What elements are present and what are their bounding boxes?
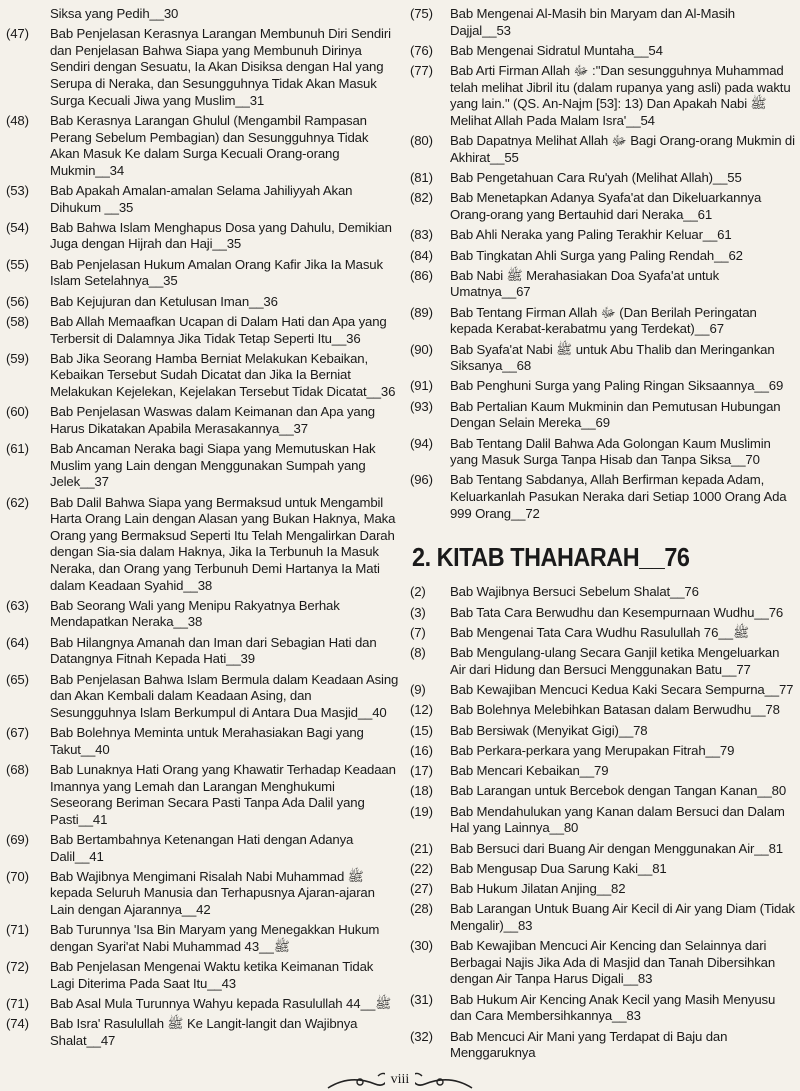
toc-entry bbox=[6, 495, 400, 595]
toc-entry bbox=[410, 723, 796, 740]
entry-title: Bab Hukum Jilatan Anjing__82 bbox=[450, 881, 626, 897]
toc-entry bbox=[6, 832, 400, 865]
toc-entry bbox=[410, 43, 796, 60]
entry-title: Bab Asal Mula Turunnya Wahyu kepada Rasulullah ﷺ__44 bbox=[50, 996, 392, 1012]
toc-entry bbox=[410, 436, 796, 469]
toc-entry bbox=[410, 702, 796, 719]
entry-number: (31) bbox=[410, 991, 433, 1007]
entry-title: Bab Mengulang-ulang Secara Ganjil ketika Mengeluarkan Air dari Hidung dan Bersuci Menggunakan Batu__77 bbox=[450, 645, 780, 677]
toc-entry bbox=[410, 763, 796, 780]
entry-number: (62) bbox=[6, 494, 29, 510]
entry-number: (48) bbox=[6, 112, 29, 128]
toc-entry bbox=[6, 26, 400, 109]
entry-number: (77) bbox=[410, 63, 433, 79]
entry-number: (2) bbox=[410, 584, 426, 600]
toc-entry bbox=[410, 605, 796, 622]
section-title: 2. KITAB THAHARAH__76 bbox=[412, 542, 690, 573]
entry-title: Bab Tentang Firman Allah ﷻ (Dan Berilah Peringatan kepada Kerabat-kerabatmu yang Terdekat)__67 bbox=[450, 304, 757, 337]
entry-number: (58) bbox=[6, 313, 29, 329]
entry-title: Bab Mengusap Dua Sarung Kaki__81 bbox=[450, 860, 667, 876]
entry-number: (89) bbox=[410, 304, 433, 320]
entry-number: (61) bbox=[6, 441, 29, 457]
entry-title: Bab Bolehnya Melebihkan Batasan dalam Berwudhu__78 bbox=[450, 702, 780, 718]
toc-entry bbox=[6, 922, 400, 955]
toc-entry bbox=[410, 227, 796, 244]
entry-title: Bab Bolehnya Meminta untuk Merahasiakan Bagi yang Takut__40 bbox=[50, 725, 364, 757]
entry-number: (55) bbox=[6, 256, 29, 272]
toc-entry bbox=[410, 861, 796, 878]
entry-title: Bab Ancaman Neraka bagi Siapa yang Memutuskan Hak Muslim yang Lain dengan Menggunakan Sumpah yang Jelek__37 bbox=[50, 441, 376, 490]
toc-entry bbox=[6, 869, 400, 919]
toc-entry bbox=[6, 404, 400, 437]
toc-entry bbox=[410, 743, 796, 760]
entry-title: Bab Pertalian Kaum Mukminin dan Pemutusan Hubungan Dengan Selain Mereka__69 bbox=[450, 398, 781, 431]
entry-title: Bab Tentang Sabdanya, Allah Berfirman kepada Adam, Keluarkanlah Pasukan Neraka dari Setiap 1000 Orang Ada 999 Orang__72 bbox=[450, 472, 787, 521]
entry-number: (70) bbox=[6, 868, 29, 884]
right-entries-bottom bbox=[410, 584, 796, 1062]
toc-entry bbox=[6, 959, 400, 992]
entry-title: Bab Hilangnya Amanah dan Iman dari Sebagian Hati dan Datangnya Fitnah Kepada Hati__39 bbox=[50, 634, 377, 667]
entry-number: (82) bbox=[410, 190, 433, 206]
entry-number: (86) bbox=[410, 267, 433, 283]
toc-entry bbox=[6, 441, 400, 491]
entry-number: (32) bbox=[410, 1028, 433, 1044]
entry-number: (67) bbox=[6, 725, 29, 741]
toc-entry bbox=[6, 351, 400, 401]
entry-number: (22) bbox=[410, 860, 433, 876]
entry-number: (27) bbox=[410, 881, 433, 897]
entry-number: (47) bbox=[6, 26, 29, 42]
toc-entry bbox=[410, 804, 796, 837]
entry-number: (90) bbox=[410, 341, 433, 357]
toc-entry bbox=[410, 682, 796, 699]
entry-title: Bab Menetapkan Adanya Syafa'at dan Dikeluarkannya Orang-orang yang Bertauhid dari Neraka__61 bbox=[450, 190, 762, 222]
entry-title: Bab Pengetahuan Cara Ru'yah (Melihat Allah)__55 bbox=[450, 170, 742, 186]
entry-title: Bab Apakah Amalan-amalan Selama Jahiliyyah Akan Dihukum __35 bbox=[50, 183, 353, 215]
entry-title: Bab Jika Seorang Hamba Berniat Melakukan Kebaikan, Kebaikan Tersebut Sudah Dicatat dan Jika Ia Berniat Melakukan Kejelekan, Kejelakan Tersebut Tidak Dicatat__36 bbox=[50, 350, 396, 399]
entry-title: Bab Penjelasan Mengenai Waktu ketika Keimanan Tidak Lagi Diterima Pada Saat Itu__43 bbox=[50, 959, 374, 991]
toc-entry bbox=[410, 1029, 796, 1062]
toc-entry bbox=[6, 996, 400, 1013]
entry-number: (7) bbox=[410, 624, 426, 640]
toc-entry bbox=[6, 113, 400, 179]
entry-number: (80) bbox=[410, 133, 433, 149]
toc-entry bbox=[6, 257, 400, 290]
entry-number: (69) bbox=[6, 832, 29, 847]
toc-entry bbox=[410, 133, 796, 166]
entry-title: Siksa yang Pedih__30 bbox=[50, 6, 179, 21]
entry-number: (60) bbox=[6, 404, 29, 420]
entry-title: Bab Penghuni Surga yang Paling Ringan Siksaannya__69 bbox=[450, 378, 784, 394]
entry-number: (91) bbox=[410, 378, 433, 394]
entry-title: Bab Syafa'at Nabi ﷺ untuk Abu Thalib dan Meringankan Siksanya__68 bbox=[450, 341, 775, 374]
toc-entry bbox=[410, 342, 796, 375]
entry-title: Bab Kewajiban Mencuci Air Kencing dan Selainnya dari Berbagai Najis Jika Ada di Masjid dan Tanah Dibersihkan dengan Air Tanpa Harus Digali__83 bbox=[450, 938, 776, 987]
toc-entry bbox=[410, 881, 796, 898]
entry-title: Bab Mencari Kebaikan__79 bbox=[450, 763, 609, 779]
entry-title: Bab Perkara-perkara yang Merupakan Fitrah__79 bbox=[450, 742, 735, 758]
toc-entry bbox=[410, 901, 796, 934]
entry-title: Bab Penjelasan Bahwa Islam Bermula dalam Keadaan Asing dan Akan Kembali dalam Keadaan Asing, dan Sesungguhnya Islam Berkumpul di Antara Dua Masjid__40 bbox=[50, 671, 399, 720]
toc-entry bbox=[410, 378, 796, 395]
entry-title: Bab Wajibnya Mengimani Risalah Nabi Muhammad ﷺ kepada Seluruh Manusia dan Terhapusnya Ajaran-ajaran Lain dengan Ajarannya__42 bbox=[50, 868, 375, 918]
entry-number: (19) bbox=[410, 803, 433, 819]
toc-entry bbox=[410, 268, 796, 301]
toc-entry bbox=[410, 472, 796, 522]
entry-title: Bab Bersiwak (Menyikat Gigi)__78 bbox=[450, 722, 648, 738]
entry-number: (16) bbox=[410, 742, 433, 758]
entry-number: (94) bbox=[410, 435, 433, 451]
entry-number: (30) bbox=[410, 938, 433, 954]
toc-entry bbox=[410, 584, 796, 601]
entry-number: (68) bbox=[6, 761, 29, 777]
toc-entry bbox=[6, 725, 400, 758]
entry-number: (71) bbox=[6, 996, 29, 1012]
entry-number: (21) bbox=[410, 840, 433, 856]
toc-entry bbox=[410, 783, 796, 800]
entry-number: (64) bbox=[6, 634, 29, 650]
entry-number: (65) bbox=[6, 671, 29, 687]
entry-number: (59) bbox=[6, 350, 29, 366]
entry-title: Bab Allah Memaafkan Ucapan di Dalam Hati dan Apa yang Terbersit di Dalamnya Jika Tidak Tetap Seperti Itu__36 bbox=[50, 313, 387, 346]
toc-entry bbox=[6, 314, 400, 347]
entry-title: Bab Mengenai Tata Cara Wudhu Rasulullah ﷺ__76 bbox=[450, 624, 750, 640]
toc-entry bbox=[6, 220, 400, 253]
entry-title: Bab Kewajiban Mencuci Kedua Kaki Secara Sempurna__77 bbox=[450, 681, 794, 697]
entry-number: (3) bbox=[410, 604, 426, 620]
entry-title: Bab Bersuci dari Buang Air dengan Menggunakan Air__81 bbox=[450, 840, 783, 856]
entry-number: (84) bbox=[410, 247, 433, 263]
entry-title: Bab Bertambahnya Ketenangan Hati dengan Adanya Dalil__41 bbox=[50, 832, 354, 864]
entry-title: Bab Nabi ﷺ Merahasiakan Doa Syafa'at untuk Umatnya__67 bbox=[450, 267, 720, 300]
toc-entry bbox=[410, 841, 796, 858]
entry-title: Bab Dalil Bahwa Siapa yang Bermaksud untuk Mengambil Harta Orang Lain dengan Alasan yang Bukan Haknya, Maka Orang yang Bermaksud Seperti Itu Telah Mengalirkan Darah dengan Sia-sia dalam Haknya, Jika Ia Terbunuh Ia Masuk Neraka, dan Orang yang Terbunuh Demi Hartanya Ia Mati dalam Keadaan Syahid__38 bbox=[50, 494, 396, 593]
entry-title: Bab Mencuci Air Mani yang Terdapat di Baju dan Menggaruknya bbox=[450, 1028, 728, 1061]
entry-title: Bab Tata Cara Berwudhu dan Kesempurnaan Wudhu__76 bbox=[450, 604, 784, 620]
entry-number: (17) bbox=[410, 763, 433, 779]
entry-number: (74) bbox=[6, 1016, 29, 1032]
entry-title: Bab Penjelasan Kerasnya Larangan Membunuh Diri Sendiri dan Penjelasan Bahwa Siapa yang Membunuh Dirinya Sendiri dengan Sesuatu, Ia Akan Disiksa dengan Hal yang Serupa di Neraka, dan Sesungguhnya Tidak Akan Masuk Surga Kecuali Jiwa yang Muslim__31 bbox=[50, 26, 391, 108]
entry-title: Bab Penjelasan Waswas dalam Keimanan dan Apa yang Harus Dikatakan Apabila Merasakannya__37 bbox=[50, 404, 375, 436]
right-entries-top bbox=[410, 6, 796, 522]
entry-number: (63) bbox=[6, 597, 29, 613]
toc-entry bbox=[410, 938, 796, 988]
entry-title: Bab Larangan Untuk Buang Air Kecil di Air yang Diam (Tidak Mengalir)__83 bbox=[450, 901, 795, 933]
entry-number: (96) bbox=[410, 472, 433, 488]
entry-number: (56) bbox=[6, 293, 29, 309]
toc-entry bbox=[410, 625, 796, 642]
page-footer bbox=[320, 1066, 480, 1091]
left-column bbox=[6, 6, 400, 1053]
entry-title: Bab Bahwa Islam Menghapus Dosa yang Dahulu, Demikian Juga dengan Hijrah dan Haji__35 bbox=[50, 219, 392, 252]
entry-title: Bab Mengenai Sidratul Muntaha__54 bbox=[450, 42, 663, 58]
toc-entry bbox=[6, 1016, 400, 1049]
entry-title: Bab Larangan untuk Bercebok dengan Tangan Kanan__80 bbox=[450, 783, 787, 799]
entry-number: (28) bbox=[410, 901, 433, 917]
entry-title: Bab Ahli Neraka yang Paling Terakhir Keluar__61 bbox=[450, 227, 732, 243]
toc-entry bbox=[410, 190, 796, 223]
entry-title: Bab Wajibnya Bersuci Sebelum Shalat__76 bbox=[450, 584, 699, 600]
entry-number: (81) bbox=[410, 170, 433, 186]
toc-entry bbox=[6, 6, 400, 23]
toc-entry bbox=[410, 305, 796, 338]
toc-entry bbox=[410, 399, 796, 432]
entry-number: (71) bbox=[6, 922, 29, 938]
entry-title: Bab Penjelasan Hukum Amalan Orang Kafir Jika Ia Masuk Islam Setelahnya__35 bbox=[50, 256, 383, 289]
entry-number: (83) bbox=[410, 227, 433, 243]
entry-title: Bab Mengenai Al-Masih bin Maryam dan Al-Masih Dajjal__53 bbox=[450, 6, 735, 38]
toc-entry bbox=[410, 248, 796, 265]
toc-entry bbox=[410, 63, 796, 129]
toc-entry bbox=[410, 645, 796, 678]
toc-entry bbox=[6, 598, 400, 631]
entry-title: Bab Seorang Wali yang Menipu Rakyatnya Berhak Mendapatkan Neraka__38 bbox=[50, 597, 340, 630]
entry-title: Bab Mendahulukan yang Kanan dalam Bersuci dan Dalam Hal yang Lainnya__80 bbox=[450, 803, 785, 836]
entry-title: Bab Tentang Dalil Bahwa Ada Golongan Kaum Muslimin yang Masuk Surga Tanpa Hisab dan Tanpa Siksa__70 bbox=[450, 435, 771, 468]
entry-title: Bab Kejujuran dan Ketulusan Iman__36 bbox=[50, 293, 278, 309]
entry-title: Bab Turunnya 'Isa Bin Maryam yang Menegakkan Hukum dengan Syari'at Nabi Muhammad ﷺ__43 bbox=[50, 922, 380, 954]
entry-number: (93) bbox=[410, 398, 433, 414]
entry-number: (18) bbox=[410, 783, 433, 799]
entry-number: (76) bbox=[410, 42, 433, 58]
toc-entry bbox=[410, 992, 796, 1025]
page-number: viii bbox=[385, 1072, 416, 1091]
entry-number: (75) bbox=[410, 6, 433, 21]
entry-title: Bab Lunaknya Hati Orang yang Khawatir Terhadap Keadaan Imannya yang Lemah dan Larangan Menghukumi Seseorang Beriman Secara Pasti Tanpa Ada Dalil yang Pasti__41 bbox=[50, 761, 396, 827]
entry-number: (12) bbox=[410, 702, 433, 718]
entry-number: (53) bbox=[6, 183, 29, 198]
entry-number: (9) bbox=[410, 681, 426, 697]
entry-title: Bab Hukum Air Kencing Anak Kecil yang Masih Menyusu dan Cara Membersihkannya__83 bbox=[450, 991, 776, 1024]
toc-entry bbox=[6, 762, 400, 828]
entry-title: Bab Kerasnya Larangan Ghulul (Mengambil Rampasan Perang Sebelum Pembagian) dan Sesungguhnya Tidak Akan Masuk Ke dalam Surga Kecuali Orang-orang Mukmin__34 bbox=[50, 112, 369, 178]
entry-title: Bab Arti Firman Allah ﷻ :"Dan sesungguhnya Muhammad telah melihat Jibril itu (dalam rupanya yang asli) pada waktu yang lain." (QS. An-Najm [53]: 13) Dan Apakah Nabi ﷺ Melihat Allah Pada Malam Isra'__54 bbox=[450, 63, 791, 128]
entry-title: Bab Tingkatan Ahli Surga yang Paling Rendah__62 bbox=[450, 247, 743, 263]
entry-number: (72) bbox=[6, 959, 29, 975]
toc-entry bbox=[410, 170, 796, 187]
toc-entry bbox=[410, 6, 796, 39]
right-column bbox=[410, 6, 796, 1065]
toc-entry bbox=[6, 672, 400, 722]
entry-number: (8) bbox=[410, 645, 426, 661]
entry-number: (54) bbox=[6, 219, 29, 235]
toc-entry bbox=[6, 635, 400, 668]
entry-title: Bab Dapatnya Melihat Allah ﷻ Bagi Orang-orang Mukmin di Akhirat__55 bbox=[450, 133, 795, 165]
toc-entry bbox=[6, 294, 400, 311]
toc-entry bbox=[6, 183, 400, 216]
entry-title: Bab Isra' Rasulullah ﷺ Ke Langit-langit dan Wajibnya Shalat__47 bbox=[50, 1016, 358, 1048]
entry-number: (15) bbox=[410, 722, 433, 738]
